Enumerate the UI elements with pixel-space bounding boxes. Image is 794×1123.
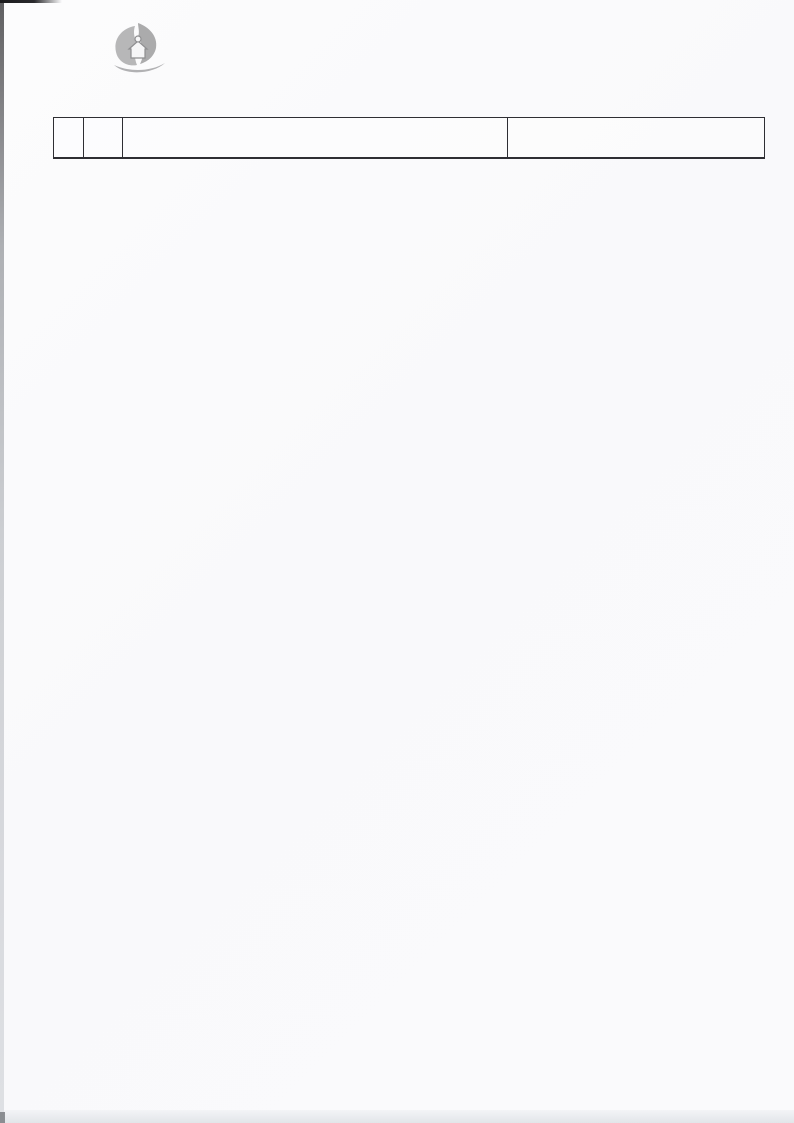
header-item-no xyxy=(54,118,84,157)
table-header-row xyxy=(54,118,764,158)
acuity-leaf-logo-icon xyxy=(105,20,175,78)
scan-edge-top xyxy=(0,0,62,3)
scan-corner-mark xyxy=(0,1112,5,1123)
header-eia-ref xyxy=(84,118,123,157)
scan-edge-left xyxy=(0,0,4,1123)
company-logo xyxy=(96,20,184,84)
scan-edge-bottom xyxy=(0,1110,794,1123)
checklist-table xyxy=(53,117,765,159)
header-question xyxy=(123,118,508,157)
header-checks xyxy=(508,118,764,157)
